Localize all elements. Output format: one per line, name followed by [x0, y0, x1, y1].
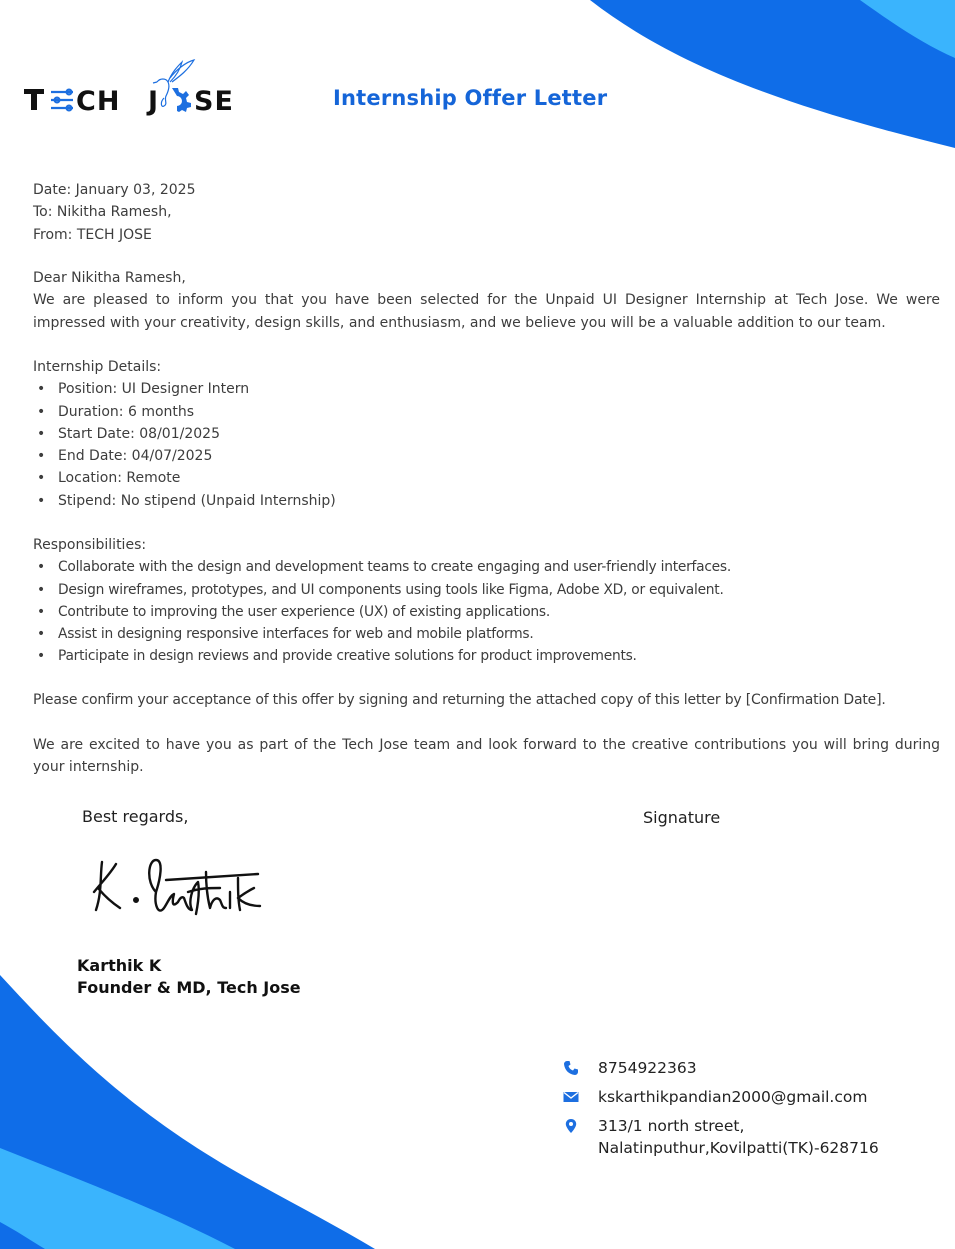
- bullet-icon: •: [37, 603, 45, 620]
- responsibility-item: • Assist in designing responsive interfaces for web and mobile platforms.: [58, 623, 731, 645]
- letter-to: To: Nikitha Ramesh,: [33, 204, 172, 221]
- closing-paragraph: We are excited to have you as part of the Tech Jose team and look forward to the creative contributions you will bring during your internship.: [33, 737, 940, 776]
- contact-info: [563, 1057, 879, 1166]
- greeting: Dear Nikitha Ramesh,: [33, 270, 186, 286]
- responsibility-item: • Contribute to improving the user experience (UX) of existing applications.: [58, 601, 731, 623]
- signer-role: Founder & MD, Tech Jose: [77, 978, 301, 997]
- details-heading: Internship Details:: [33, 359, 162, 375]
- bullet-icon: •: [37, 559, 45, 576]
- bullet-icon: •: [37, 381, 46, 398]
- contact-email: kskarthikpandian2000@gmail.com: [563, 1086, 879, 1108]
- tech-jose-logo: [22, 56, 252, 120]
- bullet-icon: •: [37, 425, 46, 442]
- detail-item: • End Date: 04/07/2025: [58, 445, 336, 467]
- bullet-icon: •: [37, 626, 45, 643]
- location-pin-icon: [563, 1118, 579, 1134]
- letter-date: Date: January 03, 2025: [33, 182, 196, 198]
- page-title: Internship Offer Letter: [333, 86, 608, 110]
- signer-name: Karthik K: [77, 956, 162, 975]
- detail-item: • Start Date: 08/01/2025: [58, 423, 336, 445]
- bullet-icon: •: [37, 581, 45, 598]
- detail-item: • Location: Remote: [58, 467, 336, 489]
- detail-item: • Duration: 6 months: [58, 401, 336, 423]
- contact-address: 313/1 north street, Nalatinputhur,Kovilpatti(TK)-628716: [563, 1115, 879, 1159]
- email-icon: [563, 1089, 579, 1105]
- bullet-icon: •: [37, 448, 46, 465]
- svg-text:J: J: [148, 86, 159, 117]
- intro-paragraph: We are pleased to inform you that you have been selected for the Unpaid UI Designer Internship at Tech Jose. We were impressed with your creativity, design skills, and enthusiasm, and we believe you will be a valuable addition to our team.: [33, 292, 940, 331]
- bullet-icon: •: [37, 470, 46, 487]
- handwritten-signature: [88, 852, 263, 924]
- responsibility-item: • Design wireframes, prototypes, and UI components using tools like Figma, Adobe XD, or equivalent.: [58, 579, 731, 601]
- contact-phone: 8754922363: [563, 1057, 879, 1079]
- best-regards: Best regards,: [82, 807, 189, 826]
- signature-label: Signature: [643, 808, 721, 827]
- responsibility-item: • Participate in design reviews and provide creative solutions for product improvements.: [58, 645, 731, 667]
- bullet-icon: •: [37, 492, 46, 509]
- internship-details: [33, 356, 336, 512]
- svg-text:CH: CH: [76, 86, 121, 117]
- letter-meta: [33, 179, 940, 246]
- confirmation-paragraph: Please confirm your acceptance of this offer by signing and returning the attached copy of this letter by [Confirmation Date].: [33, 692, 886, 708]
- letter-from: From: TECH JOSE: [33, 226, 152, 243]
- bullet-icon: •: [37, 403, 46, 420]
- responsibility-item: • Collaborate with the design and development teams to create engaging and user-friendly interfaces.: [58, 556, 731, 578]
- responsibilities-heading: Responsibilities:: [33, 537, 147, 553]
- detail-item: • Position: UI Designer Intern: [58, 378, 336, 400]
- detail-item: • Stipend: No stipend (Unpaid Internship): [58, 490, 336, 512]
- responsibilities: [33, 534, 731, 668]
- svg-text:SE: SE: [194, 86, 234, 117]
- signer-block: [77, 955, 301, 999]
- bullet-icon: •: [37, 648, 45, 665]
- phone-icon: [563, 1060, 579, 1076]
- letter-intro-block: [33, 267, 940, 334]
